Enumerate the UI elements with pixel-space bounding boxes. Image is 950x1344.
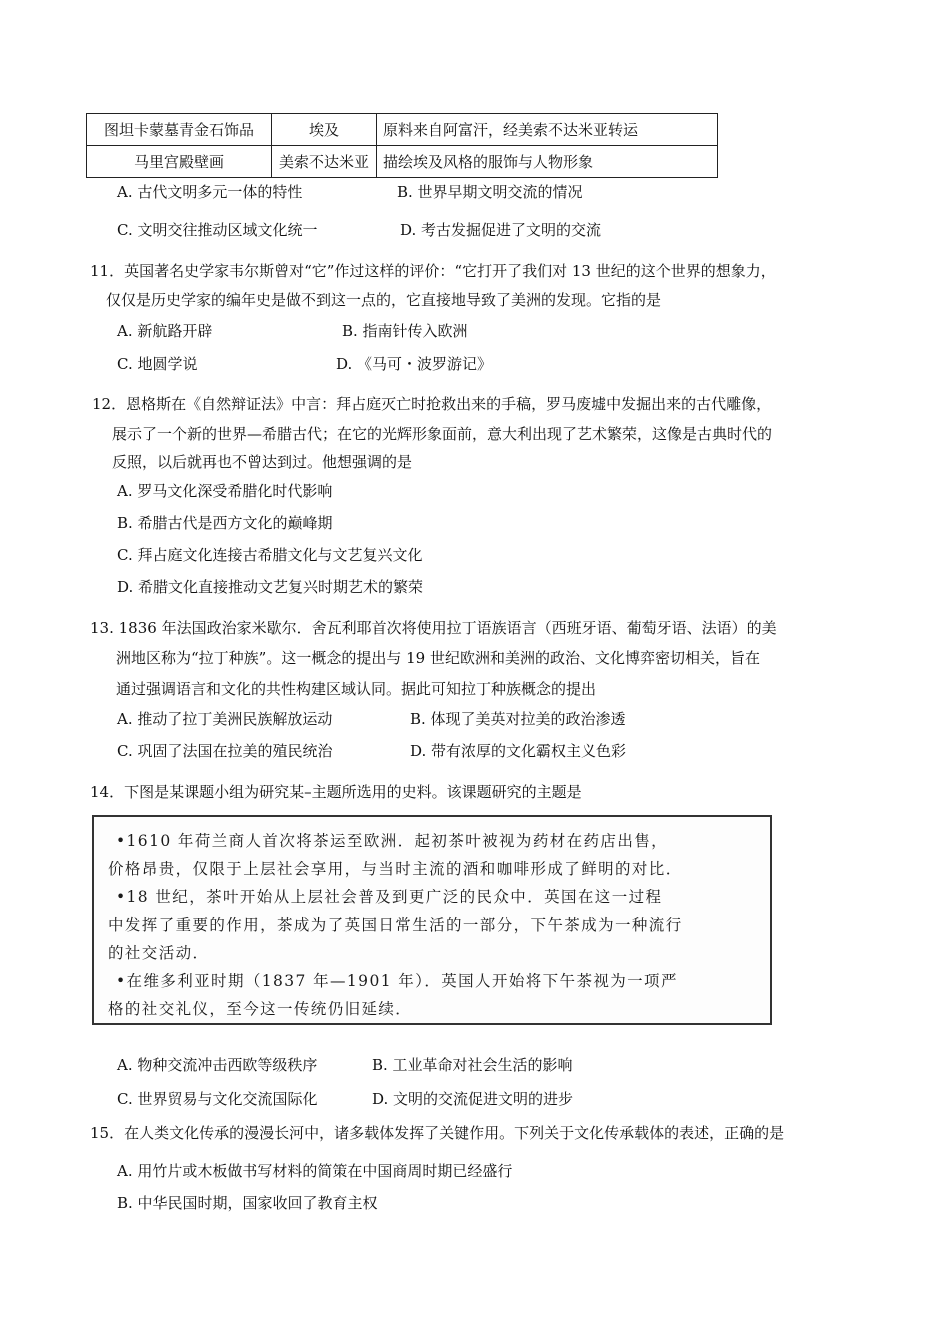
table-cell: 描绘埃及风格的服饰与人物形象 bbox=[377, 146, 718, 178]
q14-option-c: C. 世界贸易与文化交流国际化 bbox=[117, 1090, 318, 1108]
q11-option-a: A. 新航路开辟 bbox=[117, 322, 213, 340]
material-line: •18 世纪，茶叶开始从上层社会普及到更广泛的民众中．英国在这一过程 bbox=[116, 888, 663, 906]
q15-option-a: A. 用竹片或木板做书写材料的简策在中国商周时期已经盛行 bbox=[117, 1162, 513, 1180]
material-line: 的社交活动． bbox=[108, 944, 210, 962]
material-line: 价格昂贵，仅限于上层社会享用，与当时主流的酒和咖啡形成了鲜明的对比． bbox=[108, 860, 683, 878]
table-row bbox=[87, 146, 718, 178]
q10-option-c: C. 文明交往推动区域文化统一 bbox=[117, 221, 318, 239]
table-row bbox=[87, 114, 718, 146]
q14-option-d: D. 文明的交流促进文明的进步 bbox=[372, 1090, 574, 1108]
q12-option-d: D. 希腊文化直接推动文艺复兴时期艺术的繁荣 bbox=[117, 578, 424, 596]
q12-option-c: C. 拜占庭文化连接古希腊文化与文艺复兴文化 bbox=[117, 546, 423, 564]
table-cell: 埃及 bbox=[272, 114, 377, 146]
q12-option-a: A. 罗马文化深受希腊化时代影响 bbox=[117, 482, 333, 500]
q14-option-a: A. 物种交流冲击西欧等级秩序 bbox=[117, 1056, 318, 1074]
table-cell: 原料来自阿富汗，经美索不达米亚转运 bbox=[377, 114, 718, 146]
q11-stem-line: 仅仅是历史学家的编年史是做不到这一点的，它直接地导致了美洲的发现。它指的是 bbox=[106, 291, 662, 309]
q11-option-c: C. 地圆学说 bbox=[117, 355, 198, 373]
source-table bbox=[86, 113, 718, 178]
q13-option-a: A. 推动了拉丁美洲民族解放运动 bbox=[117, 710, 333, 728]
q12-stem-line: 展示了一个新的世界—希腊古代；在它的光辉形象面前，意大利出现了艺术繁荣，这像是古典时代的 bbox=[112, 425, 773, 443]
material-line: 中发挥了重要的作用，茶成为了英国日常生活的一部分，下午茶成为一种流行 bbox=[108, 916, 683, 934]
q11-option-d: D. 《马可・波罗游记》 bbox=[336, 355, 493, 373]
q13-stem-line: 通过强调语言和文化的共性构建区域认同。据此可知拉丁种族概念的提出 bbox=[116, 680, 597, 698]
q14-stem: 14．下图是某课题小组为研究某–主题所选用的史料。该课题研究的主题是 bbox=[90, 783, 582, 801]
q14-option-b: B. 工业革命对社会生活的影响 bbox=[372, 1056, 573, 1074]
q13-stem-line: 洲地区称为“拉丁种族”。这一概念的提出与 19 世纪欧洲和美洲的政治、文化博弈密切相关，旨在 bbox=[116, 649, 760, 667]
q15-option-b: B. 中华民国时期，国家收回了教育主权 bbox=[117, 1194, 378, 1212]
q14-material-image bbox=[92, 815, 772, 1025]
material-line: 格的社交礼仪，至今这一传统仍旧延续． bbox=[108, 1000, 413, 1018]
q10-option-a: A. 古代文明多元一体的特性 bbox=[117, 183, 303, 201]
q10-option-d: D. 考古发掘促进了文明的交流 bbox=[400, 221, 602, 239]
table-cell: 马里宫殿壁画 bbox=[87, 146, 272, 178]
table-cell: 美索不达米亚 bbox=[272, 146, 377, 178]
q13-option-d: D. 带有浓厚的文化霸权主义色彩 bbox=[410, 742, 627, 760]
material-line: •1610 年荷兰商人首次将茶运至欧洲．起初茶叶被视为药材在药店出售， bbox=[116, 832, 669, 850]
material-line: •在维多利亚时期（1837 年—1901 年）．英国人开始将下午茶视为一项严 bbox=[116, 972, 678, 990]
q12-stem-line: 反照，以后就再也不曾达到过。他想强调的是 bbox=[112, 453, 413, 471]
q11-stem-line: 11．英国著名史学家韦尔斯曾对“它”作过这样的评价：“它打开了我们对 13 世纪的这个世界的想象力， bbox=[90, 262, 776, 280]
q12-stem-line: 12．恩格斯在《自然辩证法》中言：拜占庭灭亡时抢救出来的手稿，罗马废墟中发掘出来的古代雕像， bbox=[92, 395, 772, 413]
table-cell: 图坦卡蒙墓青金石饰品 bbox=[87, 114, 272, 146]
q11-option-b: B. 指南针传入欧洲 bbox=[342, 322, 468, 340]
q15-stem: 15．在人类文化传承的漫漫长河中，诸多载体发挥了关键作用。下列关于文化传承载体的表述，正确的是 bbox=[90, 1124, 785, 1142]
q13-option-b: B. 体现了美英对拉美的政治渗透 bbox=[410, 710, 626, 728]
q13-option-c: C. 巩固了法国在拉美的殖民统治 bbox=[117, 742, 333, 760]
q13-stem-line: 13. 1836 年法国政治家米歇尔．舍瓦利耶首次将使用拉丁语族语言（西班牙语、葡萄牙语、法语）的美 bbox=[90, 619, 777, 637]
q10-option-b: B. 世界早期文明交流的情况 bbox=[397, 183, 583, 201]
q12-option-b: B. 希腊古代是西方文化的巅峰期 bbox=[117, 514, 333, 532]
